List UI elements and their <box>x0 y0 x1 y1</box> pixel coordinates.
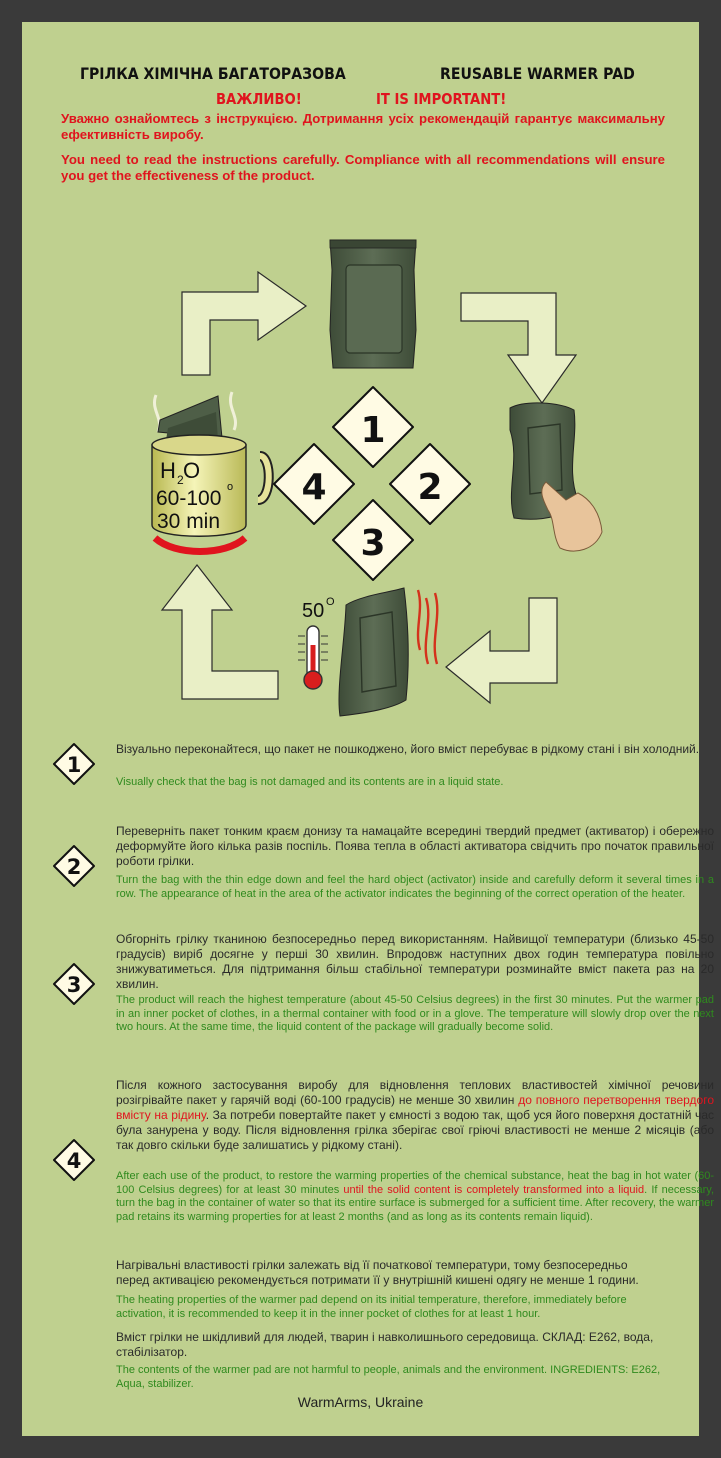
step-diamond-4-label: 4 <box>301 467 327 508</box>
step-diamond-2 <box>390 444 470 524</box>
step-2-badge <box>52 844 96 888</box>
step-diamond-3-label: 3 <box>360 523 386 564</box>
step-1-text-english: Visually check that the bag is not damaged and its contents are in a liquid state. <box>116 776 504 788</box>
step-diamond-2-label: 2 <box>417 467 443 508</box>
step-1-badge <box>52 742 96 786</box>
mug-degree-label: o <box>227 481 234 493</box>
arrow-bottom-left <box>162 565 278 699</box>
mug-subscript-label: 2 <box>177 473 184 487</box>
note-safety-ukrainian: Вміст грілки не шкідливий для людей, тварин і навколишнього середовища. СКЛАД: Е262, вода, стабілізатор. <box>116 1330 654 1359</box>
step-2-text-ukrainian: Переверніть пакет тонким краєм донизу та намацайте всередині твердий предмет (активатор) і обережно деформуйте його кілька разів поспіль. Поява тепла в області активатора свідчить про початок правильної роботи грілки. <box>116 824 714 868</box>
important-english: IT IS IMPORTANT! <box>376 90 507 108</box>
mug-temperature-label: 60-100 <box>156 487 222 510</box>
step-diamond-1-label: 1 <box>360 410 386 451</box>
brand-footer: WarmArms, Ukraine <box>297 1394 424 1410</box>
mug-h-label: H <box>160 458 176 483</box>
mug-time-label: 30 min <box>157 510 221 533</box>
svg-text:2: 2 <box>66 855 82 879</box>
svg-text:3: 3 <box>66 973 82 997</box>
step-4-highlight-english: until the solid content is completely transformed into a liquid <box>343 1183 645 1196</box>
usage-cycle-diagram <box>0 220 721 730</box>
thermometer-icon <box>298 626 328 689</box>
svg-text:4: 4 <box>66 1149 82 1173</box>
intro-ukrainian: Уважно ознайомтесь з інструкцією. Дотримання усіх рекомендацій гарантує максимальну ефективність виробу. <box>61 111 665 142</box>
step-4-highlight-ukrainian: до повного перетворення твердого вмісту на рідину <box>116 1093 714 1122</box>
step-2-text-english: Turn the bag with the thin edge down and feel the hard object (activator) inside and carefully deform it several times in a row. The appearance of heat in the area of the activator indicates the beginning of the correct operation of the heater. <box>116 874 714 900</box>
step-3-badge <box>52 962 96 1006</box>
step-diamond-4 <box>274 444 354 524</box>
step-diamond-1 <box>333 387 413 467</box>
arrow-bottom-right <box>446 598 557 703</box>
title-ukrainian: ГРІЛКА ХІМІЧНА БАГАТОРАЗОВА <box>80 64 346 83</box>
thermo-degree-label: O <box>326 596 335 608</box>
note-safety-english: The contents of the warmer pad are not harmful to people, animals and the environment. INGREDIENTS: E262, Aqua, stabilizer. <box>116 1364 661 1390</box>
arrow-top-left <box>182 272 306 375</box>
pouch-warm-icon <box>339 588 408 716</box>
step-3-text-ukrainian: Обгорніть грілку тканиною безпосередньо перед використанням. Найвищої температури (близько 45-50 градусів) виріб досягне у перші 30 хвилин. Впродовж наступних двох годин температура повільно знижуватиметься. Для підтримання більш стабільної температури розминайте вміст пакета раз на 20 хвилин. <box>116 932 714 991</box>
intro-english: You need to read the instructions carefully. Compliance with all recommendations will ensure you get the effectiveness of the product. <box>61 152 665 183</box>
step-4-text-ukrainian: Після кожного застосування виробу для відновлення теплових властивостей хімічної речовини розігрівайте пакет у гарячій воді (60-100 градусів) не менше 30 хвилин до повного перетворення твердого вмісту на рідину. За потреби повертайте пакет у ємності з водою так, щоб уся його поверхня достатній час була занурена у воду. Після відновлення грілка зберігає свої гріючі властивості не менше 2 місяців (або так довго скільки буде залишатись у рідкому стані). <box>116 1078 714 1152</box>
step-4-badge <box>52 1138 96 1182</box>
step-diamond-3 <box>333 500 413 580</box>
step-1-text-ukrainian: Візуально переконайтеся, що пакет не пошкоджено, його вміст перебуває в рідкому стані і він холодний. <box>116 742 700 756</box>
mug-o-label: O <box>183 458 201 483</box>
title-english: REUSABLE WARMER PAD <box>440 64 635 83</box>
important-ukrainian: ВАЖЛИВО! <box>216 90 302 108</box>
svg-text:1: 1 <box>66 753 82 777</box>
step-3-text-english: The product will reach the highest temperature (about 45-50 Celsius degrees) in the first 30 minutes. Put the warmer pad in an inner pocket of clothes, in a thermal container with food or in a glove. The temperature will slowly drop over the next two hours. At the same time, the liquid content of the package will gradually become solid. <box>116 994 714 1033</box>
pouch-intact-icon <box>330 240 416 368</box>
heat-waves-icon <box>418 590 437 664</box>
note-heat-english: The heating properties of the warmer pad depend on its initial temperature, therefore, immediately before activation, it is recommended to keep it in the inner pocket of clothes for at least 1 hour. <box>116 1294 627 1320</box>
step-4-text-english: After each use of the product, to restore the warming properties of the chemical substance, heat the bag in hot water (60-100 Celsius degrees) for at least 30 minutes until the solid content is completely transformed into a liquid. If necessary, turn the bag in the container of water so that its entire surface is submerged for a sufficient time. After recovery, the warmer pad retains its warming properties for at least 2 months (and as long as its contents remain liquid). <box>116 1170 715 1223</box>
arrow-top-right <box>461 293 576 403</box>
thermo-temp-label: 50 <box>302 600 325 622</box>
note-heat-ukrainian: Нагрівальні властивості грілки залежать від її початкової температури, тому безпосередньо перед активацією рекомендується потримати її у внутрішній кишені одягу не менше 1 години. <box>116 1258 639 1287</box>
